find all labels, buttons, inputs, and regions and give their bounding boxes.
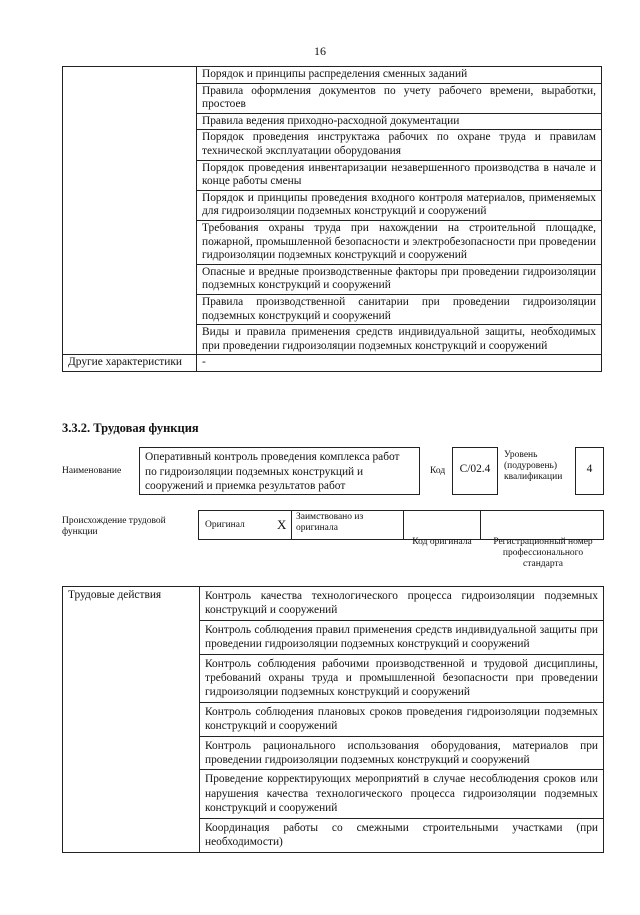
list-item: Виды и правила применения средств индивидуальной защиты, необходимых при проведении гидроизоляции подземных конструкций и сооружений xyxy=(197,325,602,355)
labor-actions-table xyxy=(62,586,604,853)
list-item: Правила оформления документов по учету рабочего времени, выработки, простоев xyxy=(197,83,602,113)
table-cell-empty xyxy=(63,67,197,355)
other-characteristics-value: - xyxy=(197,355,602,372)
list-item: Правила ведения приходно-расходной документации xyxy=(197,113,602,130)
list-item: Опасные и вредные производственные факторы при проведении гидроизоляции подземных конструкций и сооружений xyxy=(197,264,602,294)
reg-number-caption: Регистрационный номер профессионального стандарта xyxy=(493,537,593,569)
reg-number-box xyxy=(480,510,604,540)
code-original-caption: Код оригинала xyxy=(412,537,472,547)
list-item: Порядок проведения инвентаризации незавершенного производства в начале и конце работы смены xyxy=(197,160,602,190)
code-original-box xyxy=(403,510,481,540)
list-item: Контроль соблюдения правил применения средств индивидуальной защиты при проведении гидроизоляции подземных конструкций и сооружений xyxy=(200,620,604,654)
function-name-box: Оперативный контроль проведения комплекса работ по гидроизоляции подземных конструкций и сооружений и приемка результатов работ xyxy=(139,447,420,495)
list-item: Порядок и принципы проведения входного контроля материалов, применяемых для гидроизоляции подземных конструкций и сооружений xyxy=(197,190,602,220)
list-item: Порядок и принципы распределения сменных заданий xyxy=(197,67,602,84)
list-item: Контроль соблюдения плановых сроков проведения гидроизоляции подземных конструкций и сооружений xyxy=(200,702,604,736)
list-item: Правила производственной санитарии при проведении гидроизоляции подземных конструкций и сооружений xyxy=(197,294,602,324)
list-item: Контроль соблюдения рабочими производственной и трудовой дисциплины, требований охраны труда и промышленной безопасности при проведении гидроизоляции подземных конструкций и сооружений xyxy=(200,654,604,702)
list-item: Контроль качества технологического процесса гидроизоляции подземных конструкций и сооружений xyxy=(200,587,604,621)
table-row xyxy=(63,587,604,621)
name-label: Наименование xyxy=(62,466,122,476)
list-item: Требования охраны труда при нахождении на строительной площадке, пожарной, промышленной безопасности и электробезопасности при проведении гидроизоляции подземных конструкций и сооружений xyxy=(197,220,602,264)
original-box xyxy=(198,510,292,540)
code-value-box: C/02.4 xyxy=(452,447,498,495)
table-row xyxy=(63,67,602,84)
knowledge-table xyxy=(62,66,602,372)
table-row xyxy=(63,355,602,372)
original-label: Оригинал xyxy=(205,520,245,530)
list-item: Проведение корректирующих мероприятий в случае несоблюдения сроков или нарушения качества технологического процесса гидроизоляции подземных конструкций и сооружений xyxy=(200,770,604,818)
level-label: Уровень (подуровень) квалификации xyxy=(504,450,563,482)
original-mark: X xyxy=(277,517,287,532)
level-value-box: 4 xyxy=(575,447,604,495)
list-item: Контроль рационального использования оборудования, материалов при проведении гидроизоляции подземных конструкций и сооружений xyxy=(200,736,604,770)
section-heading: 3.3.2. Трудовая функция xyxy=(62,421,199,435)
list-item: Координация работы со смежными строительными участками (при необходимости) xyxy=(200,818,604,852)
code-label: Код xyxy=(430,466,446,476)
origin-label: Происхождение трудовой функции xyxy=(62,516,166,537)
page-number: 16 xyxy=(314,44,326,58)
borrowed-box: Заимствовано из оригинала xyxy=(291,510,404,540)
other-characteristics-label: Другие характеристики xyxy=(63,355,197,372)
list-item: Порядок проведения инструктажа рабочих по охране труда и правилам технической эксплуатации оборудования xyxy=(197,130,602,160)
labor-actions-label: Трудовые действия xyxy=(63,587,200,853)
